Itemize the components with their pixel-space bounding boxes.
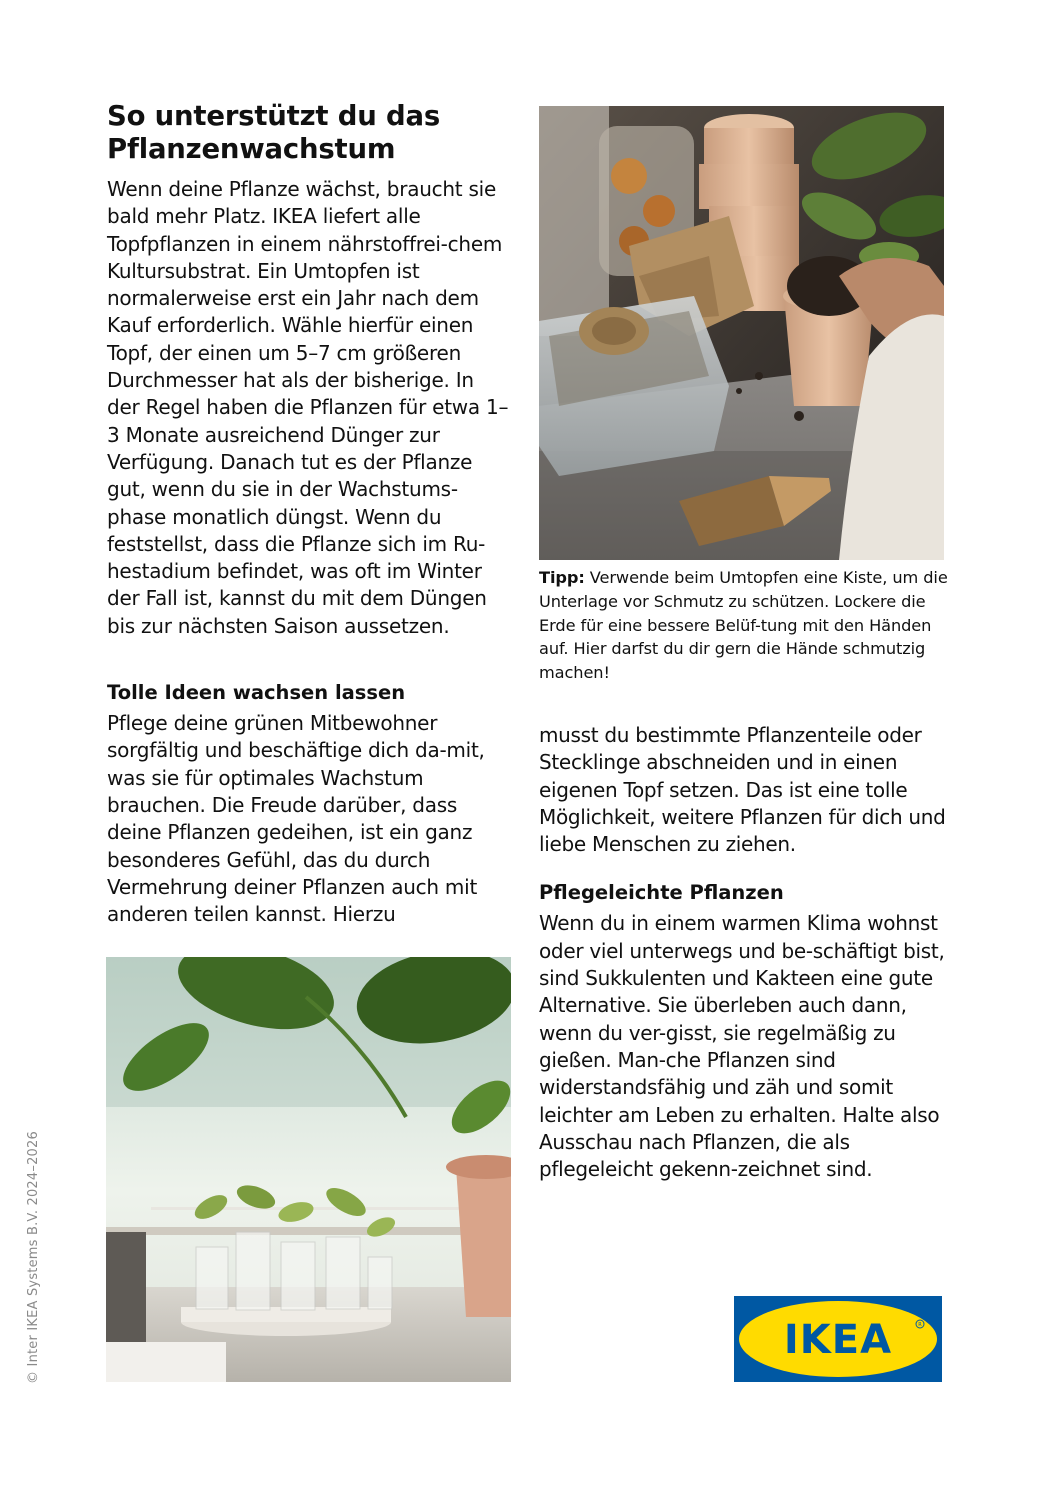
photo-caption (539, 566, 949, 685)
section-title-easy-care: Pflegeleichte Pflanzen (539, 881, 784, 905)
svg-text:IKEA: IKEA (783, 1317, 893, 1363)
repotting-plant-photo (539, 106, 944, 560)
caption-label: Tipp: (539, 568, 585, 587)
left-column (107, 100, 512, 928)
section-body-ideas-continued: musst du bestimmte Pflanzenteile oder Stecklinge abschneiden und in einen eigenen Topf setzen. Das ist eine tolle Möglichkeit, weitere Pflanzen für dich und liebe Menschen zu ziehen. (539, 723, 946, 857)
section-body-plant-growth: Wenn deine Pflanze wächst, braucht sie bald mehr Platz. IKEA liefert alle Topfpflanzen in einem nährstoffrei-chem Kultursubstrat. Ein Umtopfen ist normalerweise erst ein Jahr nach dem Kauf erforderlich. Wähle hierfür einen Topf, der einen um 5–7 cm größeren Durchmesser hat als der bisherige. In der Regel haben die Pflanzen für etwa 1–3 Monate ausreichend Dünger zur Verfügung. Danach tut es der Pflanze gut, wenn du sie in der Wachstums-phase monatlich düngst. Wenn du feststellst, dass die Pflanze sich im Ru-hestadium befindet, was oft im Winter der Fall ist, kannst du mit dem Düngen bis zur nächsten Saison aussetzen. (107, 177, 509, 638)
section-title-plant-growth: So unterstützt du das Pflanzenwachstum (107, 100, 440, 165)
section-title-ideas: Tolle Ideen wachsen lassen (107, 681, 406, 705)
caption-text: Verwende beim Umtopfen eine Kiste, um die Unterlage vor Schmutz zu schützen. Lockere die Erde für eine bessere Belüf-tung mit den Händen auf. Hier darfst du dir gern die Hände schmutzig machen! (539, 568, 948, 683)
copyright-notice: © Inter IKEA Systems B.V. 2024–2026 (26, 1131, 41, 1384)
section-body-easy-care: Wenn du in einem warmen Klima wohnst oder viel unterwegs und be-schäftigt bist, sind Sukkulenten und Kakteen eine gute Alternative. Sie überleben auch dann, wenn du ver-gisst, sie regelmäßig zu gießen. Man-che Pflanzen sind widerstandsfähig und zäh und somit leichter am Leben zu erhalten. Halte also Ausschau nach Pflanzen, die als pflegeleicht gekenn-zeichnet sind. (539, 911, 945, 1182)
plant-cuttings-in-glasses-photo (106, 957, 511, 1382)
svg-text:R: R (918, 1322, 922, 1328)
right-column (539, 722, 949, 1183)
section-body-ideas: Pflege deine grünen Mitbewohner sorgfältig und beschäftige dich da-mit, was sie für optimales Wachstum brauchen. Die Freude darüber, dass deine Pflanzen gedeihen, ist ein ganz besonderes Gefühl, das du durch Vermehrung deiner Pflanzen auch mit anderen teilen kannst. Hierzu (107, 711, 485, 927)
ikea-logo (734, 1296, 942, 1382)
